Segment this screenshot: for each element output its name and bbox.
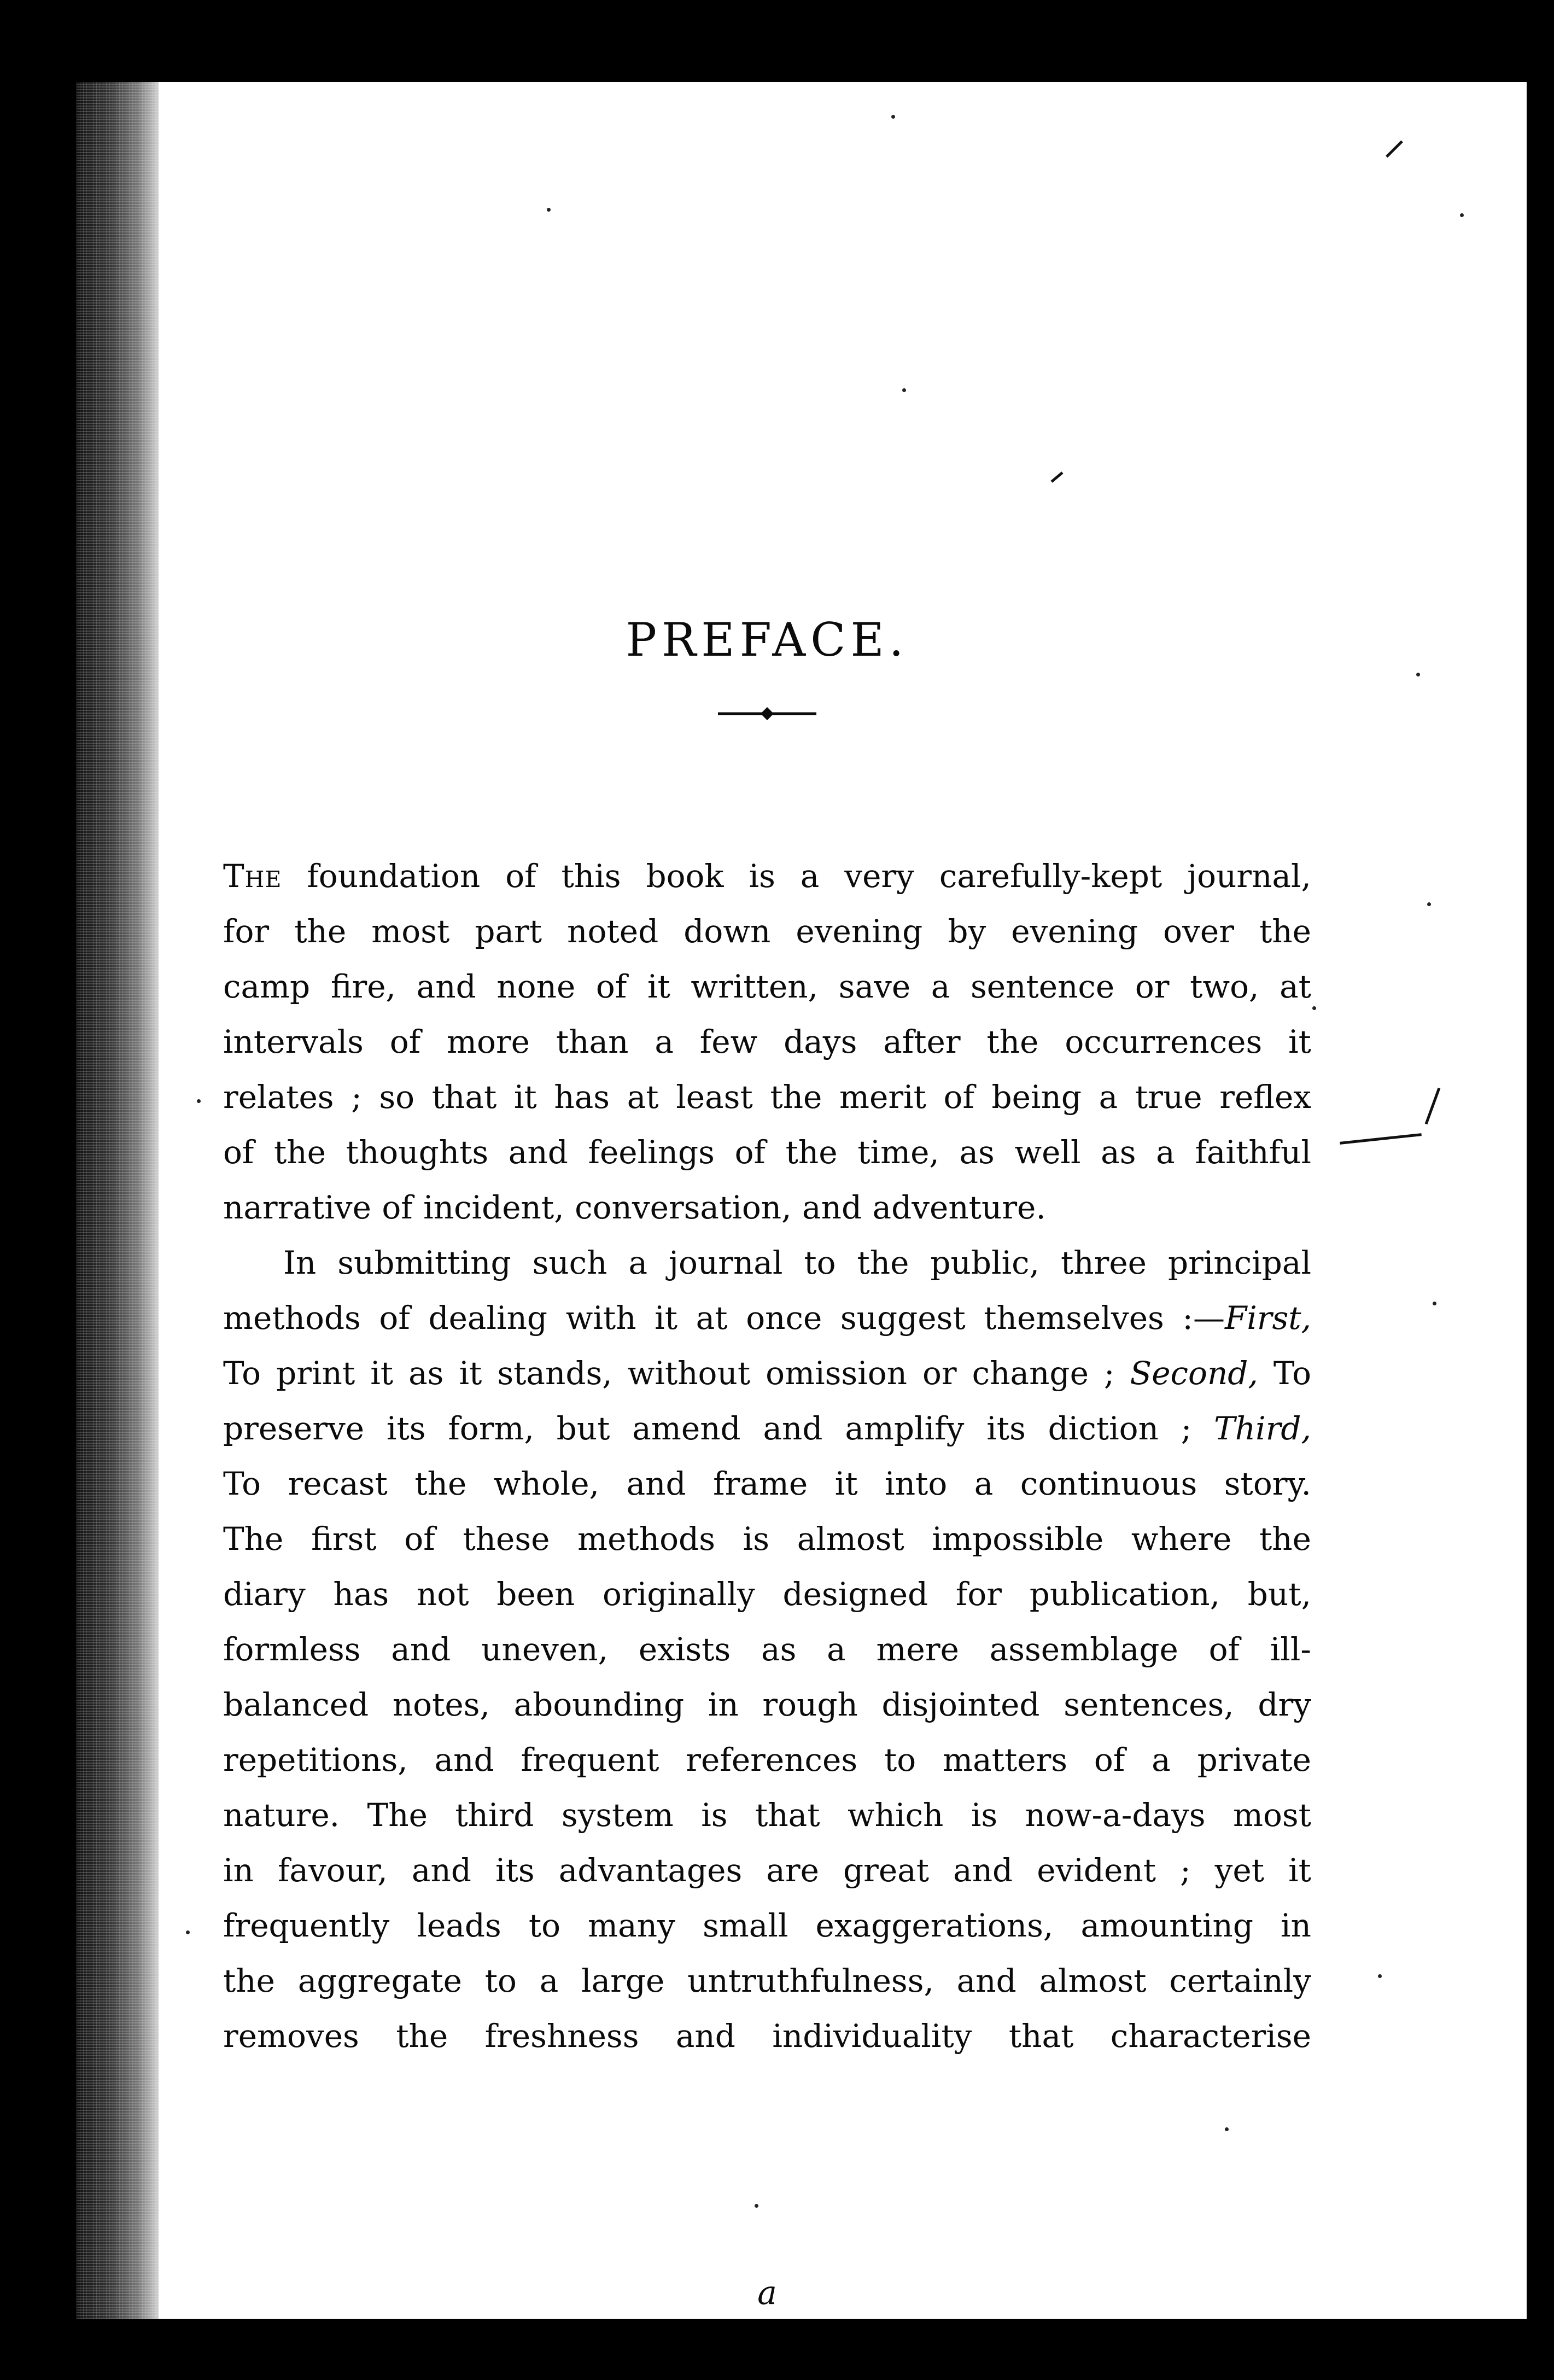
scan-speck — [1427, 902, 1431, 906]
text-line: in favour, and its advantages are great and evident ; yet it — [223, 1852, 1311, 1889]
paragraph-2 — [223, 1235, 1311, 2064]
text-line: formless and uneven, exists as a mere assemblage of ill- — [223, 1631, 1311, 1668]
text-line: for the most part noted down evening by evening over the — [223, 913, 1311, 950]
scan-speck — [1433, 1302, 1436, 1305]
text-line: frequently leads to many small exaggerations, amounting in — [223, 1907, 1311, 1944]
line-text: foundation of this book is a very carefully-kept journal, — [307, 858, 1311, 895]
text-line: repetitions, and frequent references to matters of a private — [223, 1741, 1311, 1778]
text-line — [223, 1401, 1311, 1456]
text-line — [223, 1346, 1311, 1401]
lead-word: The — [223, 858, 282, 895]
scan-speck — [1416, 673, 1420, 676]
text-line: removes the freshness and individuality that characterise — [223, 2017, 1311, 2055]
text-line: the aggregate to a large untruthfulness, and almost certainly — [223, 1962, 1311, 1999]
scan-speck — [1225, 2127, 1229, 2131]
text-line: balanced notes, abounding in rough disjointed sentences, dry — [223, 1686, 1311, 1723]
scan-speck — [547, 208, 551, 212]
pen-mark — [1386, 141, 1403, 158]
scan-speck — [1312, 1006, 1316, 1010]
ornament-rule-icon — [718, 703, 816, 725]
pen-mark — [1050, 471, 1063, 483]
italic-word: Second, — [1130, 1355, 1258, 1392]
line-text: To print it as it stands, without omission or change ; — [223, 1355, 1115, 1392]
text-line — [223, 849, 1311, 904]
text-line: narrative of incident, conversation, and adventure. — [223, 1189, 1046, 1226]
text-line: relates ; so that it has at least the merit of being a true reflex — [223, 1078, 1311, 1116]
text-line: The first of these methods is almost impossible where the — [223, 1520, 1311, 1558]
text-line: camp fire, and none of it written, save a sentence or two, at — [223, 968, 1311, 1005]
heading-ornament — [223, 703, 1311, 725]
scanned-page — [77, 82, 1527, 2319]
book-binding-edge — [77, 82, 159, 2319]
text-line: of the thoughts and feelings of the time, as well as a faithful — [223, 1134, 1311, 1171]
text-line: diary has not been originally designed for publication, but, — [223, 1576, 1311, 1613]
pen-mark — [1425, 1088, 1441, 1124]
signature-mark: a — [757, 2274, 777, 2312]
italic-word: Third, — [1214, 1410, 1311, 1447]
line-text: preserve its form, but amend and amplify its diction ; — [223, 1410, 1192, 1447]
scan-speck — [197, 1099, 201, 1103]
text-line: In submitting such a journal to the public, three principal — [283, 1244, 1311, 1281]
pen-mark — [1340, 1133, 1422, 1145]
paragraph-1 — [223, 849, 1311, 1235]
scan-speck — [1378, 1974, 1382, 1978]
text-line: intervals of more than a few days after the occurrences it — [223, 1023, 1311, 1060]
scan-speck — [186, 1930, 190, 1934]
text-line — [223, 1291, 1311, 1346]
scan-speck — [891, 115, 895, 119]
text-line: To recast the whole, and frame it into a continuous story. — [223, 1465, 1311, 1502]
text-line: nature. The third system is that which is now-a-days most — [223, 1796, 1311, 1834]
scan-speck — [902, 388, 906, 392]
line-text: To — [1273, 1355, 1312, 1392]
scan-speck — [1460, 213, 1464, 217]
italic-word: First, — [1224, 1299, 1311, 1337]
line-text: methods of dealing with it at once suggest themselves :— — [223, 1299, 1225, 1337]
page-heading: PREFACE. — [626, 613, 909, 667]
scan-speck — [755, 2204, 758, 2208]
